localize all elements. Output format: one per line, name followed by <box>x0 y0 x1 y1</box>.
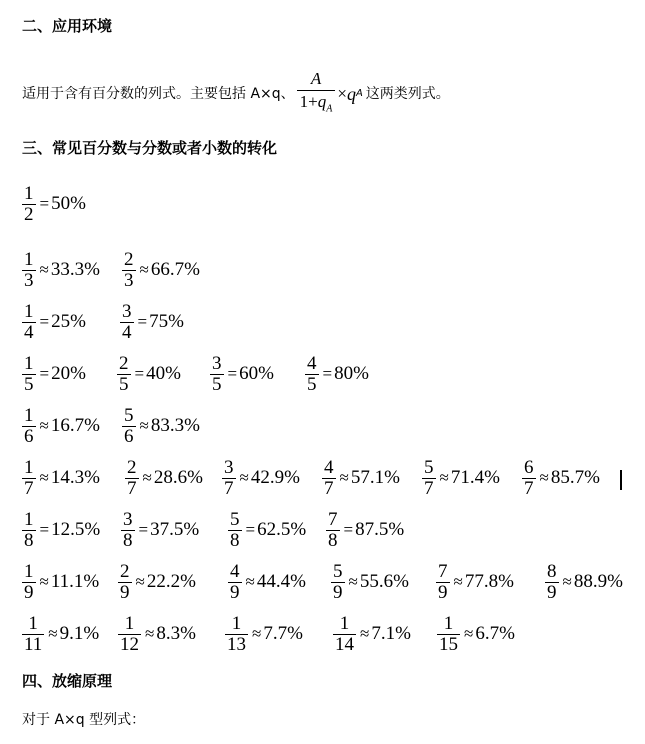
relation-symbol: ≈ <box>145 624 155 643</box>
denominator: 13 <box>227 633 246 655</box>
conversion-item <box>436 557 514 607</box>
conversion-row <box>0 557 645 607</box>
denominator: 5 <box>119 373 129 395</box>
conversion-item <box>22 401 100 451</box>
percent-value: 50% <box>51 193 86 214</box>
conversion-row <box>0 609 645 659</box>
fraction <box>118 562 132 603</box>
percent-value: 77.8% <box>464 571 514 592</box>
denominator: 5 <box>24 373 34 395</box>
percent-value: 85.7% <box>550 467 600 488</box>
conversion-item <box>125 453 203 503</box>
fraction <box>118 614 141 655</box>
relation-symbol: = <box>227 364 238 383</box>
numerator: 1 <box>24 404 34 426</box>
denominator: 8 <box>230 529 240 551</box>
relation-symbol: = <box>39 194 50 213</box>
formula-fraction <box>297 68 336 120</box>
fraction <box>122 250 136 291</box>
section-heading-conversion: 三、常见百分数与分数或者小数的转化 <box>22 139 278 157</box>
relation-symbol: ≈ <box>245 572 255 591</box>
numerator: 4 <box>307 352 317 374</box>
formula-numerator: A <box>310 69 322 88</box>
fraction <box>322 458 336 499</box>
denominator: 6 <box>124 425 134 447</box>
numerator: 4 <box>324 456 334 478</box>
fraction <box>422 458 436 499</box>
conversion-item <box>22 557 99 607</box>
denominator: 9 <box>333 581 343 603</box>
percent-value: 20% <box>51 363 86 384</box>
fraction <box>22 510 36 551</box>
denominator: 6 <box>24 425 34 447</box>
conversion-item <box>22 505 100 555</box>
numerator: 1 <box>24 456 34 478</box>
formula-times: × <box>337 84 347 104</box>
denominator: 3 <box>124 269 134 291</box>
fraction <box>228 510 242 551</box>
denominator: 7 <box>127 477 137 499</box>
denominator: 9 <box>547 581 557 603</box>
fraction <box>121 510 135 551</box>
denominator: 15 <box>439 633 458 655</box>
numerator: 7 <box>438 560 448 582</box>
conversion-item <box>22 453 100 503</box>
conversion-item <box>117 349 181 399</box>
numerator: 3 <box>224 456 234 478</box>
relation-symbol: ≈ <box>360 624 370 643</box>
relation-symbol: ≈ <box>539 468 549 487</box>
denominator: 12 <box>120 633 139 655</box>
numerator: 3 <box>212 352 222 374</box>
relation-symbol: ≈ <box>139 416 149 435</box>
conversion-item <box>210 349 274 399</box>
fraction <box>22 406 36 447</box>
percent-value: 55.6% <box>359 571 409 592</box>
numerator: 6 <box>524 456 534 478</box>
numerator: 4 <box>230 560 240 582</box>
numerator: 1 <box>24 300 34 322</box>
fraction <box>22 354 36 395</box>
denominator: 7 <box>424 477 434 499</box>
percent-value: 9.1% <box>59 623 100 644</box>
denominator: 7 <box>224 477 234 499</box>
numerator: 7 <box>328 508 338 530</box>
conversion-item <box>545 557 623 607</box>
percent-value: 75% <box>149 311 184 332</box>
fraction <box>125 458 139 499</box>
denominator: 5 <box>307 373 317 395</box>
conversion-item <box>120 297 184 347</box>
denominator: 3 <box>24 269 34 291</box>
denominator: 11 <box>24 633 43 655</box>
conversion-row <box>0 297 645 347</box>
relation-symbol: ≈ <box>348 572 358 591</box>
numerator: 5 <box>333 560 343 582</box>
relation-symbol: = <box>39 364 50 383</box>
fraction <box>22 614 44 655</box>
conversion-item <box>118 609 196 659</box>
conversion-item <box>122 401 200 451</box>
denominator: 9 <box>120 581 130 603</box>
relation-symbol: ≈ <box>39 260 49 279</box>
denominator: 2 <box>24 203 34 225</box>
percent-value: 80% <box>334 363 369 384</box>
percent-value: 14.3% <box>50 467 100 488</box>
denominator: 4 <box>122 321 132 343</box>
conversion-item <box>122 245 200 295</box>
relation-symbol: ≈ <box>39 572 49 591</box>
percent-value: 66.7% <box>150 259 200 280</box>
numerator: 2 <box>120 560 130 582</box>
denominator: 7 <box>324 477 334 499</box>
percent-value: 71.4% <box>450 467 500 488</box>
denominator: 7 <box>524 477 534 499</box>
percent-value: 6.7% <box>475 623 515 644</box>
denominator: 8 <box>123 529 133 551</box>
relation-symbol: ≈ <box>339 468 349 487</box>
relation-symbol: ≈ <box>439 468 449 487</box>
conversion-item <box>326 505 404 555</box>
relation-symbol: ≈ <box>252 624 262 643</box>
percent-value: 88.9% <box>573 571 623 592</box>
text-cursor <box>620 470 622 490</box>
relation-symbol: ≈ <box>562 572 572 591</box>
fraction <box>120 302 134 343</box>
fraction <box>437 614 460 655</box>
numerator: 5 <box>230 508 240 530</box>
numerator: 1 <box>28 612 38 634</box>
percent-value: 12.5% <box>51 519 101 540</box>
numerator: 1 <box>24 248 34 270</box>
scaling-paragraph: 对于 A×q 型列式： <box>22 712 146 728</box>
relation-symbol: = <box>138 520 149 539</box>
fraction <box>210 354 224 395</box>
conversion-item <box>437 609 515 659</box>
conversion-item <box>333 609 411 659</box>
numerator: 1 <box>24 508 34 530</box>
conversion-item <box>225 609 303 659</box>
relation-symbol: = <box>245 520 256 539</box>
relation-symbol: ≈ <box>464 624 474 643</box>
denominator: 4 <box>24 321 34 343</box>
conversion-row <box>0 505 645 555</box>
fraction <box>305 354 319 395</box>
section-heading-application: 二、应用环境 <box>22 17 113 35</box>
fraction <box>122 406 136 447</box>
conversion-item <box>522 453 600 503</box>
percent-value: 11.1% <box>50 571 100 592</box>
fraction <box>22 250 36 291</box>
formula-tail-sub: A <box>355 88 363 100</box>
conversion-row <box>0 245 645 295</box>
relation-symbol: ≈ <box>239 468 249 487</box>
percent-value: 37.5% <box>150 519 200 540</box>
percent-value: 40% <box>146 363 181 384</box>
numerator: 2 <box>124 248 134 270</box>
denominator: 8 <box>328 529 338 551</box>
formula-tail-var: q <box>346 84 356 105</box>
conversion-item <box>322 453 400 503</box>
percent-value: 33.3% <box>50 259 100 280</box>
percent-value: 60% <box>239 363 274 384</box>
percent-value: 22.2% <box>146 571 196 592</box>
conversion-item <box>22 609 99 659</box>
percent-value: 44.4% <box>256 571 306 592</box>
denominator: 14 <box>335 633 354 655</box>
percent-value: 28.6% <box>153 467 203 488</box>
fraction <box>22 302 36 343</box>
relation-symbol: ≈ <box>453 572 463 591</box>
conversion-item <box>305 349 369 399</box>
fraction <box>228 562 242 603</box>
relation-symbol: = <box>134 364 145 383</box>
relation-symbol: ≈ <box>48 624 58 643</box>
conversion-item <box>422 453 500 503</box>
numerator: 1 <box>24 182 34 204</box>
relation-symbol: ≈ <box>139 260 149 279</box>
relation-symbol: = <box>322 364 333 383</box>
percent-value: 16.7% <box>50 415 100 436</box>
fraction <box>222 458 236 499</box>
relation-symbol: ≈ <box>39 468 49 487</box>
relation-symbol: = <box>343 520 354 539</box>
conversion-item <box>118 557 196 607</box>
relation-symbol: = <box>39 312 50 331</box>
percent-value: 62.5% <box>257 519 307 540</box>
conversion-row <box>0 179 645 229</box>
fraction <box>436 562 450 603</box>
percent-value: 57.1% <box>350 467 400 488</box>
percent-value: 7.1% <box>371 623 411 644</box>
percent-value: 25% <box>51 311 86 332</box>
relation-symbol: = <box>137 312 148 331</box>
percent-value: 8.3% <box>156 623 196 644</box>
fraction <box>117 354 131 395</box>
relation-symbol: ≈ <box>142 468 152 487</box>
relation-symbol: ≈ <box>39 416 49 435</box>
denominator: 8 <box>24 529 34 551</box>
conversion-item <box>228 557 306 607</box>
denominator: 7 <box>24 477 34 499</box>
fraction <box>545 562 559 603</box>
numerator: 3 <box>123 508 133 530</box>
fraction <box>22 184 36 225</box>
conversion-item <box>22 245 100 295</box>
section-heading-scaling: 四、放缩原理 <box>22 672 113 690</box>
conversion-item <box>22 349 86 399</box>
denominator: 9 <box>230 581 240 603</box>
relation-symbol: = <box>39 520 50 539</box>
numerator: 8 <box>547 560 557 582</box>
relation-symbol: ≈ <box>135 572 145 591</box>
conversion-row <box>0 401 645 451</box>
conversion-row <box>0 349 645 399</box>
conversion-item <box>121 505 199 555</box>
paragraph-text-before: 适用于含有百分数的列式。主要包括 A×q、 <box>22 86 295 103</box>
fraction <box>331 562 345 603</box>
numerator: 1 <box>24 352 34 374</box>
conversion-row <box>0 453 645 503</box>
numerator: 5 <box>124 404 134 426</box>
conversion-item <box>228 505 306 555</box>
percent-value: 87.5% <box>355 519 405 540</box>
numerator: 1 <box>124 612 135 634</box>
fraction <box>326 510 340 551</box>
paragraph-text-after: 这两类列式。 <box>365 86 450 103</box>
fraction <box>22 458 36 499</box>
percent-value: 83.3% <box>150 415 200 436</box>
fraction <box>333 614 356 655</box>
denominator: 9 <box>438 581 448 603</box>
numerator: 1 <box>443 612 454 634</box>
numerator: 1 <box>24 560 34 582</box>
denominator: 9 <box>24 581 34 603</box>
formula-denominator: $1+q_A$ <box>297 90 336 120</box>
numerator: 1 <box>231 612 242 634</box>
conversion-item <box>22 297 86 347</box>
conversion-item <box>331 557 409 607</box>
numerator: 5 <box>424 456 434 478</box>
denominator: 5 <box>212 373 222 395</box>
percent-value: 42.9% <box>250 467 300 488</box>
numerator: 1 <box>339 612 350 634</box>
conversion-item <box>22 179 86 229</box>
numerator: 2 <box>119 352 129 374</box>
fraction <box>522 458 536 499</box>
conversion-item <box>222 453 300 503</box>
application-paragraph <box>22 68 450 120</box>
fraction <box>22 562 36 603</box>
numerator: 3 <box>122 300 132 322</box>
percent-value: 7.7% <box>263 623 303 644</box>
numerator: 2 <box>127 456 137 478</box>
fraction <box>225 614 248 655</box>
